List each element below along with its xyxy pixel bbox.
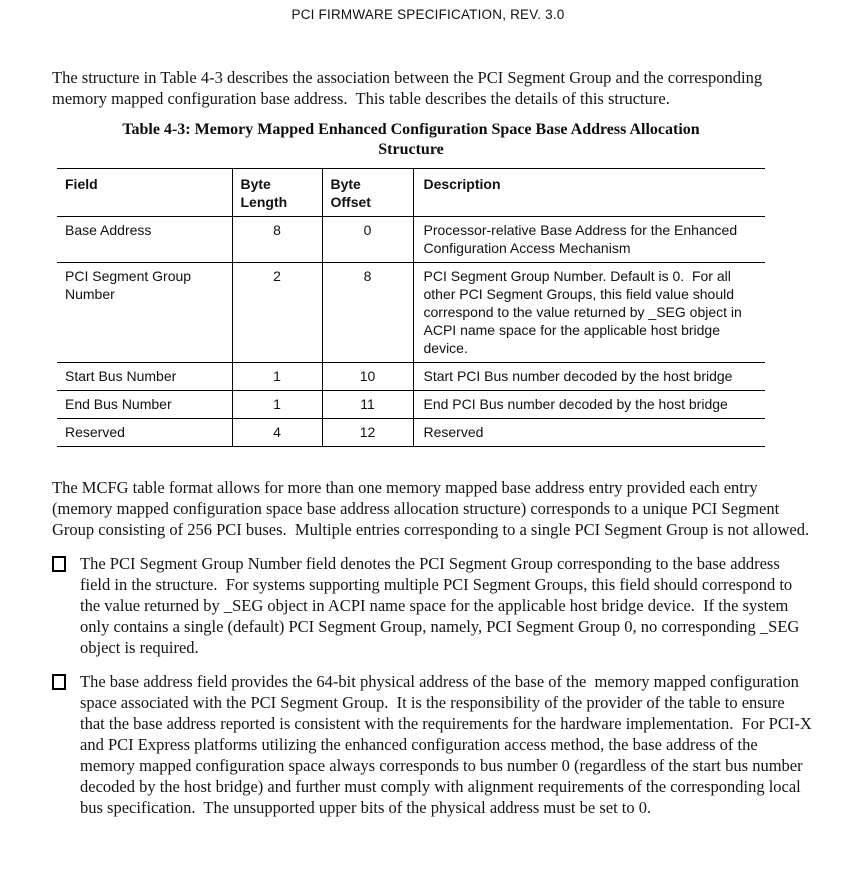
intro-paragraph: The structure in Table 4-3 describes the association between the PCI Segment Group and the corresponding memory mapped configuration base address. This table describes the details of this structure. <box>52 68 767 108</box>
cell-field: Reserved <box>57 419 232 447</box>
table-row <box>57 391 765 419</box>
cell-byte-offset: 11 <box>322 391 413 419</box>
table-header-row <box>57 169 765 217</box>
cell-description: End PCI Bus number decoded by the host bridge <box>413 391 765 419</box>
cell-byte-offset: 8 <box>322 263 413 363</box>
bullet-item-segment-group <box>52 553 812 658</box>
bullet-text: The base address field provides the 64-bit physical address of the base of the memory mapped configuration space associated with the PCI Segment Group. It is the responsibility of the provider of the table to ensure that the base address reported is consistent with the requirements for the hardware implementation. For PCI-X and PCI Express platforms utilizing the enhanced configuration access method, the base address of the memory mapped configuration space always corresponds to bus number 0 (regardless of the start bus number decoded by the host bridge) and further must comply with alignment requirements of the corresponding local bus specification. The unsupported upper bits of the physical address must be set to 0. <box>80 672 816 817</box>
cell-description: Processor-relative Base Address for the Enhanced Configuration Access Mechanism <box>413 217 765 263</box>
table-caption-line2: Structure <box>378 141 444 158</box>
cell-byte-offset: 12 <box>322 419 413 447</box>
cell-description: PCI Segment Group Number. Default is 0. For all other PCI Segment Groups, this field value should correspond to the value returned by _SEG object in ACPI name space for the applicable host bridge device. <box>413 263 765 363</box>
table-row <box>57 419 765 447</box>
cell-byte-offset: 0 <box>322 217 413 263</box>
table-row <box>57 363 765 391</box>
mcfg-paragraph: The MCFG table format allows for more than one memory mapped base address entry provided each entry (memory mapped configuration space base address allocation structure) corresponds to a unique PCI Segment Group consisting of 256 PCI buses. Multiple entries corresponding to a single PCI Segment Group is not allowed. <box>52 478 810 539</box>
cell-byte-length: 1 <box>232 391 322 419</box>
square-bullet-icon <box>52 553 80 658</box>
cell-byte-length: 8 <box>232 217 322 263</box>
spec-table <box>57 168 765 447</box>
table-caption-line1: Table 4-3: Memory Mapped Enhanced Configuration Space Base Address Allocation <box>122 121 700 138</box>
column-header-field: Field <box>57 169 232 217</box>
column-header-byte-offset: Byte Offset <box>322 169 413 217</box>
cell-description: Reserved <box>413 419 765 447</box>
cell-field: Start Bus Number <box>57 363 232 391</box>
cell-byte-length: 2 <box>232 263 322 363</box>
column-header-description: Description <box>413 169 765 217</box>
cell-field: End Bus Number <box>57 391 232 419</box>
cell-field: Base Address <box>57 217 232 263</box>
bullet-text: The PCI Segment Group Number field denotes the PCI Segment Group corresponding to the base address field in the structure. For systems supporting multiple PCI Segment Groups, this field should correspond to the value returned by _SEG object in ACPI name space for the applicable host bridge device. If the system only contains a single (default) PCI Segment Group, namely, PCI Segment Group 0, no corresponding _SEG object is required. <box>80 554 804 657</box>
running-head: PCI FIRMWARE SPECIFICATION, REV. 3.0 <box>291 7 565 22</box>
cell-byte-length: 1 <box>232 363 322 391</box>
square-bullet-icon <box>52 671 80 818</box>
cell-byte-length: 4 <box>232 419 322 447</box>
table-row <box>57 263 765 363</box>
cell-field: PCI Segment Group Number <box>57 263 232 363</box>
bullet-item-base-address <box>52 671 816 818</box>
cell-description: Start PCI Bus number decoded by the host bridge <box>413 363 765 391</box>
cell-byte-offset: 10 <box>322 363 413 391</box>
table-row <box>57 217 765 263</box>
column-header-byte-length: Byte Length <box>232 169 322 217</box>
table-caption <box>57 120 765 160</box>
